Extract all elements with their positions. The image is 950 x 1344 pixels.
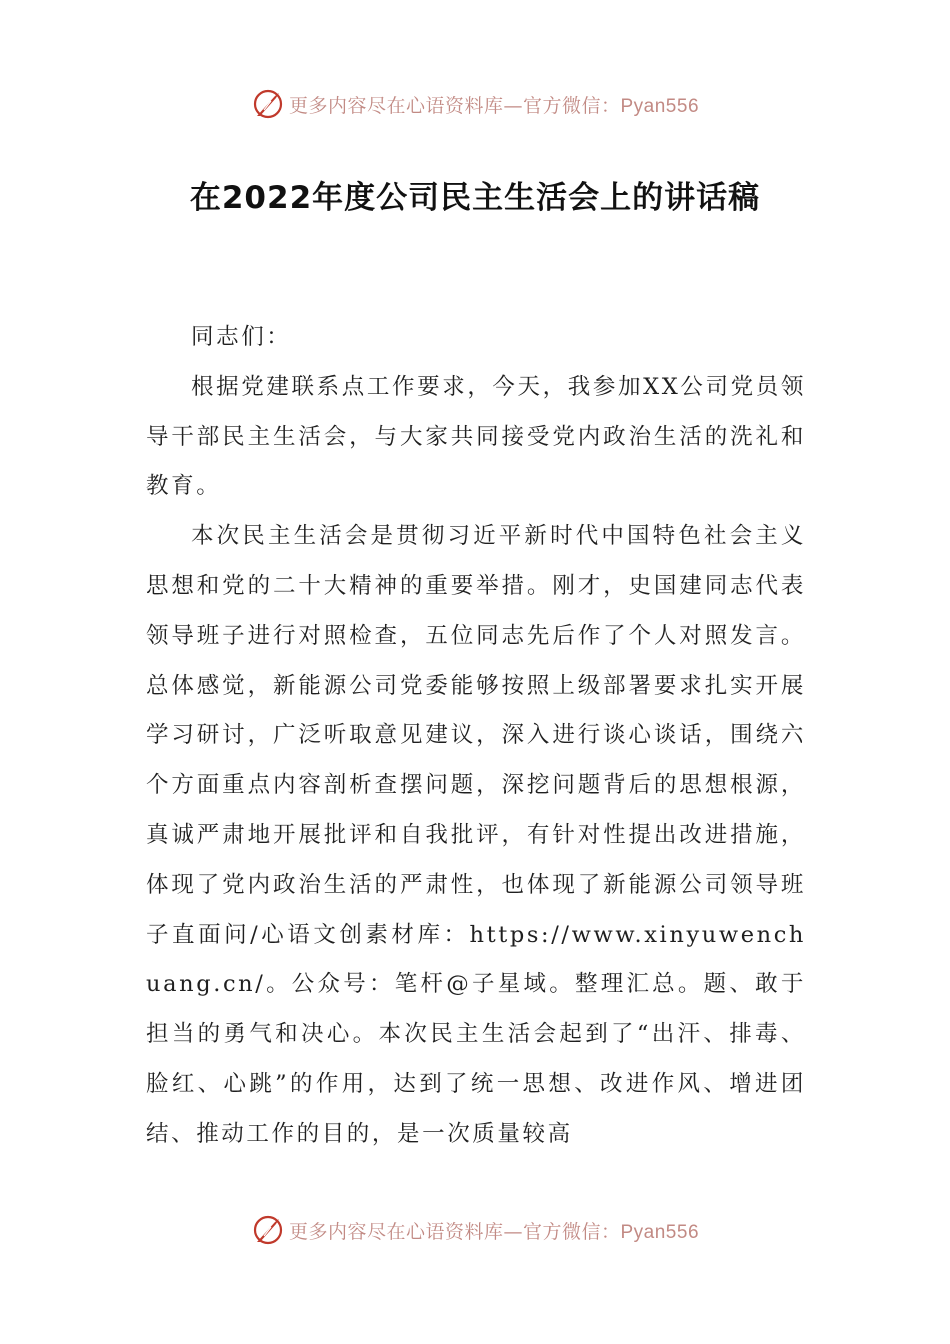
banner-text <box>289 1217 699 1244</box>
header-banner <box>0 84 950 124</box>
quill-logo-icon <box>251 1213 285 1247</box>
banner-text <box>289 91 699 118</box>
quill-logo-icon <box>251 87 285 121</box>
document-title: 在2022年度公司民主生活会上的讲话稿 <box>189 180 761 216</box>
paragraph-1: 根据党建联系点工作要求，今天，我参加XX公司党员领导干部民主生活会，与大家共同接受党内政治生活的洗礼和教育。 <box>146 373 806 500</box>
banner-text-cn: 更多内容尽在心语资料库—官方微信： <box>288 94 621 117</box>
paragraph-2: 本次民主生活会是贯彻习近平新时代中国特色社会主义思想和党的二十大精神的重要举措。刚才，史国建同志代表领导班子进行对照检查，五位同志先后作了个人对照发言。总体感觉，新能源公司党委能够按照上级部署要求扎实开展学习研讨，广泛听取意见建议，深入进行谈心谈话，围绕六个方面重点内容剖析查摆问题，深挖问题背后的思想根源，真诚严肃地开展批评和自我批评，有针对性提出改进措施，体现了党内政治生活的严肃性，也体现了新能源公司领导班子直面问/心语文创素材库：https://www.xinyuwenchuang.cn/。公众号：笔杆@子星域。整理汇总。题、敢于担当的勇气和决心。本次民主生活会起到了“出汗、排毒、脸红、心跳”的作用，达到了统一思想、改进作风、增进团结、推动工作的目的，是一次质量较高 <box>146 523 806 1147</box>
banner-wechat-id: Pyan556 <box>620 95 700 117</box>
banner-text-cn: 更多内容尽在心语资料库—官方微信： <box>288 1220 621 1243</box>
document-body <box>146 313 806 1160</box>
footer-banner <box>0 1210 950 1250</box>
salutation: 同志们： <box>191 324 292 350</box>
banner-wechat-id: Pyan556 <box>620 1221 700 1243</box>
